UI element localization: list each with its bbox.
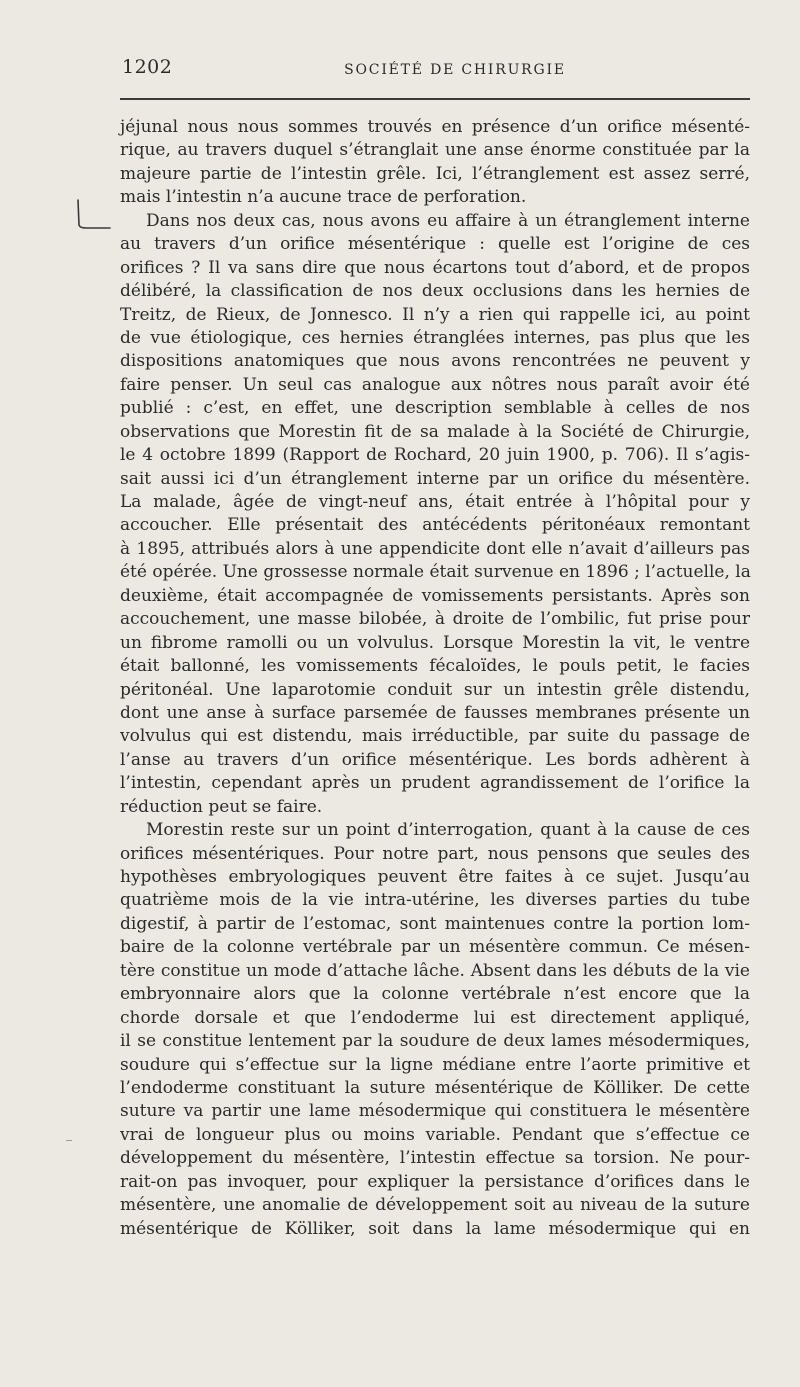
text-line: un fibrome ramolli ou un volvulus. Lorsque Morestin la vit, le ventre xyxy=(120,632,750,653)
text-line: était ballonné, les vomissements fécaloïdes, le pouls petit, le facies xyxy=(120,656,750,677)
text-line: Treitz, de Rieux, de Jonnesco. Il n’y a rien qui rappelle ici, au point xyxy=(120,304,750,325)
text-line: mais l’intestin n’a aucune trace de perforation. xyxy=(120,187,527,208)
pencil-margin-mark xyxy=(72,198,124,230)
text-line: observations que Morestin fit de sa malade à la Société de Chirurgie, xyxy=(120,421,750,442)
text-line: à 1895, attribués alors à une appendicite dont elle n’avait d’ailleurs pas xyxy=(120,538,750,559)
margin-speck xyxy=(66,1140,72,1141)
text-line: volvulus qui est distendu, mais irréductible, par suite du passage de xyxy=(120,726,750,747)
text-line: l’intestin, cependant après un prudent agrandissement de l’orifice la xyxy=(120,773,750,794)
text-line: hypothèses embryologiques peuvent être faites à ce sujet. Jusqu’au xyxy=(120,867,750,887)
text-line: mésentère, une anomalie de développement soit au niveau de la suture xyxy=(120,1195,750,1216)
text-line: orifices ? Il va sans dire que nous écartons tout d’abord, et de propos xyxy=(120,257,750,278)
header-rule xyxy=(120,98,750,100)
text-line: baire de la colonne vertébrale par un mésentère commun. Ce mésen- xyxy=(120,937,750,958)
text-line: sait aussi ici d’un étranglement interne par un orifice du mésentère. xyxy=(120,468,750,489)
text-line: rique, au travers duquel s’étranglait une anse énorme constituée par la xyxy=(120,140,750,161)
text-line: réduction peut se faire. xyxy=(120,796,323,817)
text-line: rait-on pas invoquer, pour expliquer la persistance d’orifices dans le xyxy=(120,1171,750,1192)
text-line: l’endoderme constituant la suture mésentérique de Kölliker. De cette xyxy=(120,1077,750,1098)
text-line: soudure qui s’effectue sur la ligne médiane entre l’aorte primitive et xyxy=(120,1054,750,1075)
text-line: jéjunal nous nous sommes trouvés en présence d’un orifice mésenté- xyxy=(120,117,750,137)
text-line: au travers d’un orifice mésentérique : quelle est l’origine de ces xyxy=(120,234,750,255)
text-line: péritonéal. Une laparotomie conduit sur un intestin grêle distendu, xyxy=(120,679,750,700)
text-line: délibéré, la classification de nos deux occlusions dans les hernies de xyxy=(120,281,750,302)
text-line: publié : c’est, en effet, une description semblable à celles de nos xyxy=(120,398,750,419)
text-line: faire penser. Un seul cas analogue aux nôtres nous paraît avoir été xyxy=(120,374,750,395)
page-header xyxy=(120,56,750,88)
text-line: de vue étiologique, ces hernies étranglées internes, pas plus que les xyxy=(120,327,750,348)
text-line: vrai de longueur plus ou moins variable. Pendant que s’effectue ce xyxy=(120,1124,750,1145)
text-line: accouchement, une masse bilobée, à droite de l’ombilic, fut prise pour xyxy=(120,609,750,630)
text-line: digestif, à partir de l’estomac, sont maintenues contre la portion lom- xyxy=(120,913,750,934)
text-line: il se constitue lentement par la soudure de deux lames mésodermiques, xyxy=(120,1031,750,1052)
text-line: accoucher. Elle présentait des antécédents péritonéaux remontant xyxy=(120,515,750,536)
text-line: l’anse au travers d’un orifice mésentérique. Les bords adhèrent à xyxy=(120,749,750,770)
text-line: orifices mésentériques. Pour notre part, nous pensons que seules des xyxy=(120,843,750,864)
text-line: majeure partie de l’intestin grêle. Ici, l’étranglement est assez serré, xyxy=(120,163,750,184)
text-line: Morestin reste sur un point d’interrogation, quant à la cause de ces xyxy=(146,820,750,841)
running-title: SOCIÉTÉ DE CHIRURGIE xyxy=(344,62,566,78)
text-line: le 4 octobre 1899 (Rapport de Rochard, 20 juin 1900, p. 706). Il s’agis- xyxy=(120,445,750,466)
text-line: Dans nos deux cas, nous avons eu affaire à un étranglement interne xyxy=(146,210,750,231)
text-line: été opérée. Une grossesse normale était survenue en 1896 ; l’actuelle, la xyxy=(120,562,751,583)
text-line: tère constitue un mode d’attache lâche. Absent dans les débuts de la vie xyxy=(120,960,750,981)
text-line: embryonnaire alors que la colonne vertébrale n’est encore que la xyxy=(120,984,750,1005)
text-line: dispositions anatomiques que nous avons rencontrées ne peuvent y xyxy=(120,351,750,372)
text-line: dont une anse à surface parsemée de fausses membranes présente un xyxy=(120,702,750,723)
text-line: développement du mésentère, l’intestin effectue sa torsion. Ne pour- xyxy=(120,1148,750,1169)
text-line: mésentérique de Kölliker, soit dans la lame mésodermique qui en xyxy=(120,1218,750,1239)
text-line: quatrième mois de la vie intra-utérine, les diverses parties du tube xyxy=(120,890,750,911)
page-number: 1202 xyxy=(122,56,173,78)
text-line: deuxième, était accompagnée de vomissements persistants. Après son xyxy=(120,585,750,606)
text-line: La malade, âgée de vingt-neuf ans, était entrée à l’hôpital pour y xyxy=(120,492,750,512)
body-text xyxy=(120,116,750,1241)
text-line: chorde dorsale et que l’endoderme lui est directement appliqué, xyxy=(120,1007,750,1028)
text-line: suture va partir une lame mésodermique qui constituera le mésentère xyxy=(120,1101,750,1122)
